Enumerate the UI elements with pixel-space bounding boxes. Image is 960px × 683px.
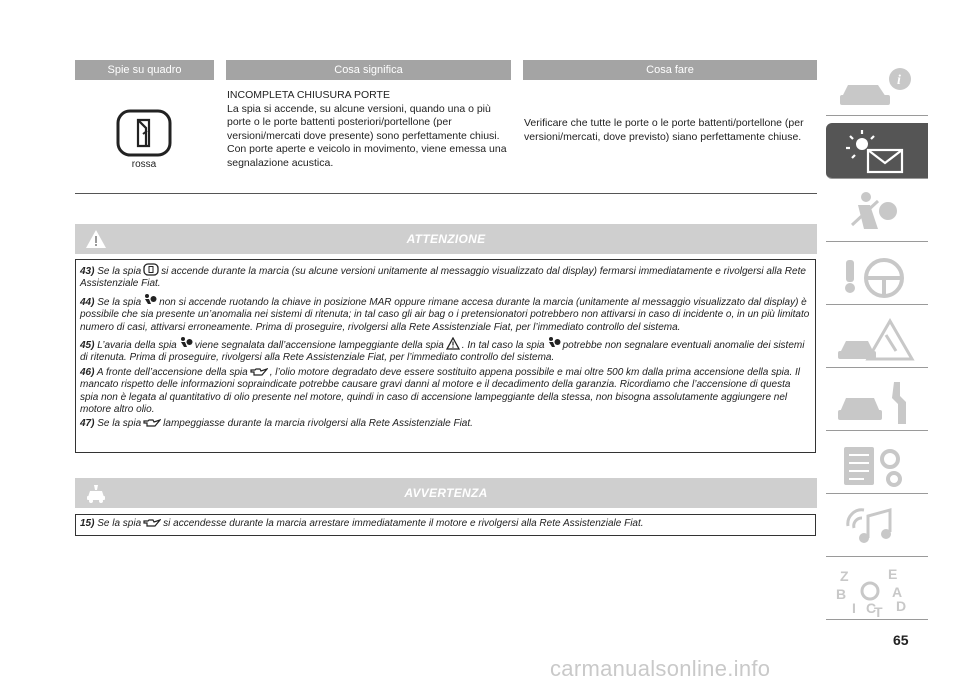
tab-maintenance[interactable] [826, 375, 928, 431]
note-text: Se la spia [97, 296, 142, 308]
meaning-title: INCOMPLETA CHIUSURA PORTE [227, 89, 390, 101]
warning-lights-icon [834, 126, 920, 176]
warning-triangle-icon [85, 228, 107, 250]
avvertenza-title: AVVERTENZA [404, 486, 488, 500]
note-text: L’avaria della spia [97, 340, 177, 352]
technical-data-icon [834, 441, 920, 491]
action-cell: Verificare che tutte le porte o le porte battenti/portellone (per versioni/mercati, dove previsto) siano perfettamente chiuse. [524, 117, 804, 143]
svg-text:T: T [874, 604, 883, 617]
note-text: si accendesse durante la marcia arrestare immediatamente il motore e rivolgersi alla Rete Assistenziale Fiat. [163, 518, 644, 529]
avvertenza-box [75, 514, 816, 536]
airbag-icon [547, 336, 561, 350]
svg-text:E: E [888, 567, 898, 582]
general-warning-icon [446, 337, 460, 350]
svg-text:i: i [897, 73, 901, 88]
tab-safety[interactable] [826, 186, 928, 242]
note-number: 47) [80, 418, 95, 430]
airbag-icon [179, 336, 193, 350]
note-text: , l’olio motore degradato deve essere sostituito appena possibile e mai oltre 500 km dalla prima accensione della spia. Il mancato rispetto delle informazioni sopraindicate potrebbe causare gravi danni al motore e il decadimento della garanzia. Ricordiamo che l’accensione di questa spia non è legata al quantitativo di olio presente nel motore, quindi in caso di accensione lampeggiante della stessa, non bisogna assolutamente aggiungere nel motore altro olio. [80, 366, 801, 416]
meaning-text-2: Con porte aperte e veicolo in movimento, viene emessa una segnalazione acustica. [227, 143, 507, 169]
note-text: viene segnalata dall’accensione lampeggiante della spia [194, 340, 444, 352]
note-45 [80, 336, 811, 365]
tab-index[interactable] [826, 564, 928, 620]
emergency-icon [834, 315, 920, 365]
airbag-icon [143, 293, 157, 307]
avvertenza-banner [75, 478, 817, 508]
door-open-warning-icon [116, 108, 172, 163]
door-open-warning-icon [143, 263, 159, 276]
oil-can-icon [250, 367, 268, 377]
col-header-spie: Spie su quadro [75, 60, 214, 80]
note-text: non si accende ruotando la chiave in posizione MAR oppure rimane accesa durante la marcia (unitamente al messaggio visualizzato dal display) è possibile che sia presente un’anomalia nei sistemi di ritenuta; in tal caso gli air bag o i pretensionatori potrebbero non attivarsi in caso di incidente o, in un più limitato numero di casi, attivarsi erroneamente. Prima di proseguire, rivolgersi alla Rete Assistenziale Fiat, per l’immediato controllo del sistema. [80, 296, 810, 333]
col-header-fare: Cosa fare [523, 60, 817, 80]
svg-text:C: C [866, 600, 877, 616]
note-number: 45) [80, 340, 95, 352]
svg-text:D: D [896, 598, 907, 614]
note-number: 44) [80, 296, 95, 308]
note-text: lampeggiasse durante la marcia rivolgersi alla Rete Assistenziale Fiat. [163, 418, 473, 430]
oil-can-icon [143, 418, 161, 428]
svg-text:A: A [892, 584, 903, 600]
safety-icon [834, 189, 920, 239]
note-number: 43) [80, 266, 95, 277]
note-44 [80, 293, 811, 334]
multimedia-icon [834, 504, 920, 554]
note-text: Se la spia [97, 518, 142, 529]
svg-text:Z: Z [840, 568, 849, 584]
note-number: 46) [80, 366, 95, 378]
tab-car-info[interactable] [826, 60, 928, 116]
note-46 [80, 367, 811, 417]
index-icon [834, 567, 920, 617]
svg-text:I: I [852, 600, 856, 616]
note-text: A fronte dell’accensione della spia [96, 366, 248, 378]
note-43 [80, 263, 811, 291]
svg-text:B: B [836, 586, 847, 602]
maintenance-icon [834, 378, 920, 428]
car-service-icon [85, 482, 107, 504]
tab-multimedia[interactable] [826, 501, 928, 557]
meaning-cell [227, 89, 512, 170]
lamp-color-label: rossa [131, 159, 157, 170]
tab-technical-data[interactable] [826, 438, 928, 494]
note-text: si accende durante la marcia (su alcune versioni unitamente al messaggio visualizzato dal display) fermarsi immediatamente e rivolgersi alla Rete Assistenziale Fiat. [80, 266, 806, 290]
note-15 [80, 518, 811, 530]
note-text: Se la spia [97, 266, 142, 277]
attenzione-banner [75, 224, 817, 254]
note-text: potrebbe non segnalare eventuali anomalie dei sistemi di ritenuta. Prima di proseguire, rivolgersi alla Rete Assistenziale Fiat, per l’immediato controllo del sistema. [80, 340, 805, 364]
oil-can-icon [143, 518, 161, 528]
note-47 [80, 418, 811, 430]
table-bottom-rule [75, 193, 817, 194]
driving-icon [834, 252, 920, 302]
note-text: Se la spia [97, 418, 142, 430]
attenzione-box [75, 259, 816, 453]
col-header-significa: Cosa significa [226, 60, 511, 80]
tab-emergency[interactable] [826, 312, 928, 368]
page-number: 65 [893, 632, 909, 648]
watermark: carmanualsonline.info [550, 656, 771, 681]
car-info-icon [834, 63, 920, 113]
note-number: 15) [80, 518, 95, 529]
attenzione-title: ATTENZIONE [406, 232, 486, 246]
note-text: . In tal caso la spia [461, 340, 545, 352]
tab-driving[interactable] [826, 249, 928, 305]
meaning-text-1: La spia si accende, su alcune versioni, quando una o più porte o le porte battenti posteriori/portellone (per versioni/mercati dove presente) sono perfettamente chiusi. [227, 102, 500, 142]
tab-warning-lights[interactable] [826, 123, 928, 179]
